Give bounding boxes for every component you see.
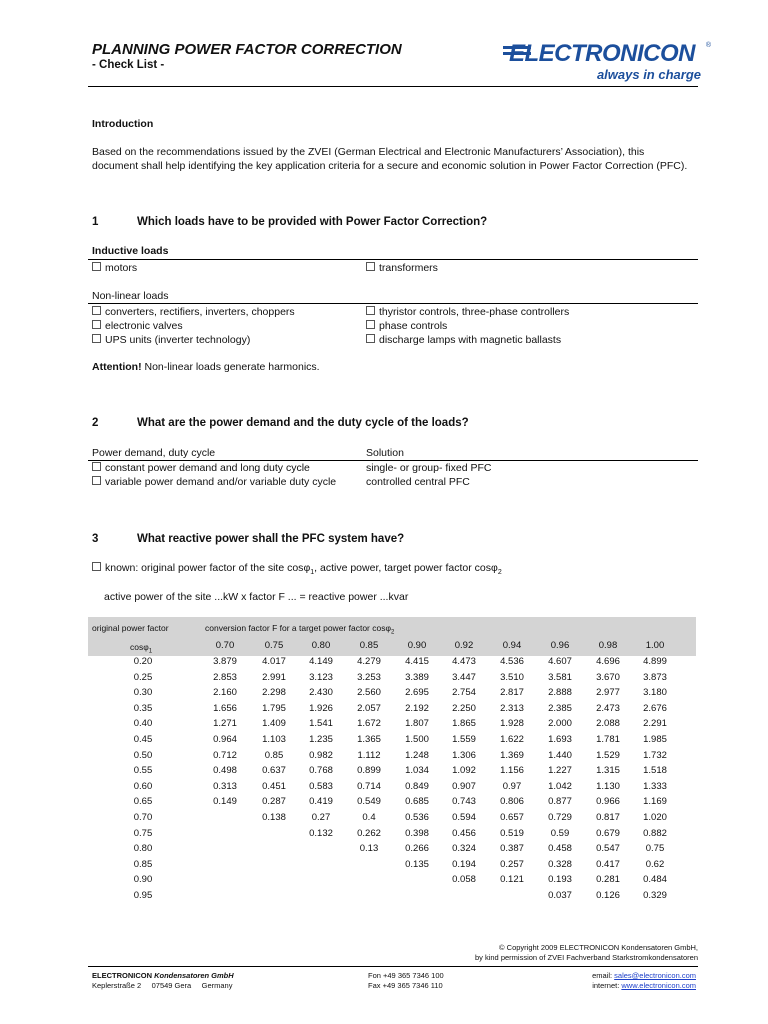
table-cell: 2.000 — [548, 718, 572, 730]
table-cell: 1.732 — [643, 749, 667, 761]
table-cell: 0.193 — [548, 874, 572, 886]
footer-address: Keplerstraße 2 07549 Gera Germany — [92, 981, 233, 990]
checkbox-electronic-valves[interactable]: electronic valves — [92, 320, 183, 332]
table-cell: 2.250 — [452, 702, 476, 714]
table-cell: 1.042 — [548, 780, 572, 792]
footer-fax: Fax +49 365 7346 110 — [368, 981, 443, 990]
checkbox-converters[interactable]: converters, rectifiers, inverters, choppers — [92, 306, 295, 318]
table-cell: 3.389 — [405, 671, 429, 683]
footer-phone: Fon +49 365 7346 100 — [368, 971, 444, 980]
table-cell: 0.62 — [645, 858, 665, 870]
checkbox-known-power-factor[interactable]: known: original power factor of the site cosφ$_1$, active power, target power factor cosφ$_2$ — [92, 562, 502, 576]
table-cell: 1.622 — [500, 734, 524, 745]
table-cell: 1.369 — [500, 749, 524, 761]
table-cell: 0.266 — [405, 843, 429, 855]
table-column-header: 0.85 — [359, 640, 379, 651]
checkbox-constant-demand[interactable]: constant power demand and long duty cycle — [92, 462, 310, 474]
table-row-pf: 0.50 — [133, 749, 153, 761]
table-cell: 0.328 — [548, 858, 572, 870]
table-cell: 1.227 — [548, 765, 572, 777]
table-column-header: 0.96 — [550, 640, 570, 651]
checkbox-icon — [92, 262, 101, 271]
table-row-pf: 0.35 — [133, 702, 153, 714]
table-cell: 1.500 — [405, 734, 429, 745]
table-cell: 0.907 — [452, 780, 476, 792]
table-head-original-pf: original power factor — [92, 623, 169, 633]
footer-company: ELECTRONICON Kondensatoren GmbH — [92, 971, 234, 980]
table-cell: 0.417 — [596, 858, 620, 870]
table-column-header: 0.80 — [311, 640, 331, 651]
logo-tagline: always in charge — [596, 67, 701, 82]
table-cell: 0.743 — [452, 796, 476, 808]
table-cell: 0.519 — [500, 827, 524, 839]
checkbox-icon — [366, 334, 375, 343]
table-cell: 2.977 — [596, 687, 620, 699]
table-cell: 1.926 — [309, 702, 333, 714]
nonlinear-loads-heading: Non-linear loads — [92, 290, 169, 302]
table-cell: 0.329 — [643, 890, 667, 901]
table-cell: 2.430 — [309, 687, 333, 699]
table-cell: 3.510 — [500, 671, 524, 683]
table-cell: 1.169 — [643, 796, 667, 808]
solution-controlled-pfc: controlled central PFC — [366, 476, 470, 488]
table-row-pf: 0.80 — [133, 843, 153, 855]
table-cell: 1.807 — [405, 718, 429, 730]
table-row-pf: 0.20 — [133, 656, 153, 667]
copyright-line2: by kind permission of ZVEI Fachverband Starkstromkondensatoren — [474, 953, 698, 962]
checkbox-variable-demand[interactable]: variable power demand and/or variable duty cycle — [92, 476, 336, 488]
website-link[interactable]: www.electronicon.com — [621, 981, 696, 990]
logo-registered-mark: ® — [705, 42, 711, 49]
table-cell: 0.729 — [548, 812, 572, 823]
table-cell: 2.298 — [262, 687, 286, 699]
table-cell: 1.130 — [596, 780, 620, 792]
nonlinear-rule — [88, 303, 698, 304]
table-cell: 0.899 — [357, 765, 381, 777]
table-column-header: 0.70 — [215, 640, 235, 651]
table-cell: 1.315 — [596, 765, 620, 777]
table-cell: 1.409 — [262, 718, 286, 730]
table-cell: 0.126 — [596, 890, 620, 901]
solution-heading: Solution — [366, 447, 404, 459]
table-cell: 0.4 — [362, 812, 376, 823]
table-cell: 0.877 — [548, 796, 572, 808]
table-cell: 0.549 — [357, 796, 381, 808]
table-cell: 0.536 — [405, 812, 429, 823]
table-cell: 2.473 — [596, 702, 620, 714]
table-head-cosphi1: cosφ$_1$ — [130, 642, 153, 655]
table-cell: 1.365 — [357, 734, 381, 745]
table-cell: 0.657 — [500, 812, 524, 823]
table-cell: 4.536 — [500, 656, 524, 667]
header-rule — [88, 86, 698, 87]
table-cell: 3.123 — [309, 671, 333, 683]
table-cell: 0.982 — [309, 749, 333, 761]
table-cell: 1.795 — [262, 702, 286, 714]
table-cell: 0.324 — [452, 843, 476, 855]
solution-fixed-pfc: single- or group- fixed PFC — [366, 462, 492, 474]
table-cell: 1.781 — [596, 734, 620, 745]
table-head-conversion-factor: conversion factor F for a target power factor cosφ$_2$ — [205, 623, 395, 636]
table-cell: 0.85 — [264, 749, 284, 761]
table-cell: 0.121 — [500, 874, 524, 886]
table-cell: 2.088 — [596, 718, 620, 730]
table-cell: 1.440 — [548, 749, 572, 761]
section2-number: 2 — [92, 417, 99, 429]
table-cell: 1.928 — [500, 718, 524, 730]
power-demand-heading: Power demand, duty cycle — [92, 447, 216, 459]
intro-text-line2: document shall help identifying the key application criteria for a secure and economic solution in Power Factor Correction (PFC). — [92, 160, 688, 172]
table-cell: 1.092 — [452, 765, 476, 777]
table-cell: 0.451 — [262, 780, 286, 792]
table-cell: 0.882 — [643, 827, 667, 839]
table-cell: 0.768 — [309, 765, 333, 777]
attention-note: Attention! Non-linear loads generate harmonics. — [92, 361, 320, 373]
table-row-pf: 0.40 — [133, 718, 153, 730]
footer-internet: internet: www.electronicon.com — [592, 981, 696, 990]
table-cell: 0.97 — [502, 780, 522, 792]
table-cell: 1.559 — [452, 734, 476, 745]
table-cell: 1.156 — [500, 765, 524, 777]
table-cell: 0.13 — [359, 843, 379, 855]
checkbox-icon — [366, 320, 375, 329]
checkbox-transformers[interactable]: transformers — [366, 262, 438, 274]
table-cell: 2.888 — [548, 687, 572, 699]
table-cell: 1.541 — [309, 718, 333, 730]
table-cell: 2.192 — [405, 702, 429, 714]
checkbox-icon — [92, 334, 101, 343]
table-row-pf: 0.65 — [133, 796, 153, 808]
table-cell: 1.693 — [548, 734, 572, 745]
table-cell: 0.679 — [596, 827, 620, 839]
table-cell: 1.333 — [643, 780, 667, 792]
intro-text-line1: Based on the recommendations issued by the ZVEI (German Electrical and Electronic Manufacturers’ Association), this — [92, 146, 645, 158]
checkbox-icon — [92, 320, 101, 329]
table-cell: 2.817 — [500, 687, 524, 699]
table-row-pf: 0.70 — [133, 812, 153, 823]
section3-title: What reactive power shall the PFC system have? — [137, 533, 405, 545]
table-cell: 0.594 — [452, 812, 476, 823]
table-cell: 2.754 — [452, 687, 476, 699]
checkbox-icon — [92, 462, 101, 471]
table-cell: 0.714 — [357, 780, 381, 792]
table-cell: 4.899 — [643, 656, 667, 667]
section1-title: Which loads have to be provided with Power Factor Correction? — [137, 216, 488, 228]
table-cell: 0.583 — [309, 780, 333, 792]
table-cell: 0.458 — [548, 843, 572, 855]
table-cell: 0.27 — [311, 812, 331, 823]
table-cell: 4.607 — [548, 656, 572, 667]
table-cell: 0.484 — [643, 874, 667, 886]
table-cell: 0.037 — [548, 890, 572, 901]
table-cell: 2.313 — [500, 702, 524, 714]
table-cell: 0.637 — [262, 765, 286, 777]
table-cell: 4.279 — [357, 656, 381, 667]
table-cell: 1.865 — [452, 718, 476, 730]
table-column-header: 0.94 — [502, 640, 522, 651]
table-cell: 4.473 — [452, 656, 476, 667]
table-cell: 4.696 — [596, 656, 620, 667]
table-cell: 1.306 — [452, 749, 476, 761]
table-cell: 1.235 — [309, 734, 333, 745]
table-cell: 1.103 — [262, 734, 286, 745]
table-cell: 0.313 — [213, 780, 237, 792]
table-cell: 0.849 — [405, 780, 429, 792]
section1-number: 1 — [92, 216, 99, 228]
table-cell: 1.672 — [357, 718, 381, 730]
table-row-pf: 0.90 — [133, 874, 153, 886]
table-cell: 0.685 — [405, 796, 429, 808]
logo-wordmark: ELECTRONICON — [509, 40, 695, 67]
table-cell: 1.985 — [643, 734, 667, 745]
table-row-pf: 0.30 — [133, 687, 153, 699]
table-cell: 2.291 — [643, 718, 667, 730]
table-cell: 0.058 — [452, 874, 476, 886]
table-cell: 0.964 — [213, 734, 237, 745]
table-cell: 0.398 — [405, 827, 429, 839]
copyright-line1: © Copyright 2009 ELECTRONICON Kondensatoren GmbH, — [499, 943, 698, 952]
table-cell: 4.149 — [309, 656, 333, 667]
table-cell: 0.498 — [213, 765, 237, 777]
table-cell: 0.194 — [452, 858, 476, 870]
inductive-loads-heading: Inductive loads — [92, 245, 169, 257]
table-cell: 0.59 — [550, 827, 570, 839]
table-cell: 0.281 — [596, 874, 620, 886]
table-row-pf: 0.75 — [133, 827, 153, 839]
footer-email: email: sales@electronicon.com — [592, 971, 696, 980]
section3-number: 3 — [92, 533, 99, 545]
table-cell: 3.670 — [596, 671, 620, 683]
intro-heading: Introduction — [92, 118, 154, 130]
table-cell: 3.180 — [643, 687, 667, 699]
table-cell: 0.262 — [357, 827, 381, 839]
table-cell: 2.991 — [262, 671, 286, 683]
table-cell: 0.806 — [500, 796, 524, 808]
table-cell: 1.529 — [596, 749, 620, 761]
table-row-pf: 0.85 — [133, 858, 153, 870]
table-cell: 0.712 — [213, 749, 237, 761]
table-cell: 2.057 — [357, 702, 381, 714]
table-column-header: 0.98 — [598, 640, 618, 651]
table-cell: 3.447 — [452, 671, 476, 683]
table-column-header: 0.90 — [407, 640, 427, 651]
table-cell: 2.676 — [643, 702, 667, 714]
table-cell: 4.017 — [262, 656, 286, 667]
table-cell: 1.271 — [213, 718, 237, 730]
footer-rule — [88, 966, 698, 967]
table-cell: 0.387 — [500, 843, 524, 855]
table-cell: 2.560 — [357, 687, 381, 699]
table-row-pf: 0.60 — [133, 780, 153, 792]
table-cell: 2.695 — [405, 687, 429, 699]
checkbox-icon — [92, 476, 101, 485]
table-cell: 0.132 — [309, 827, 333, 839]
table-cell: 0.75 — [645, 843, 665, 855]
table-column-header: 0.92 — [454, 640, 474, 651]
table-cell: 2.385 — [548, 702, 572, 714]
section2-title: What are the power demand and the duty cycle of the loads? — [137, 417, 469, 429]
table-column-header: 0.75 — [264, 640, 284, 651]
table-cell: 3.873 — [643, 671, 667, 683]
table-row-pf: 0.25 — [133, 671, 153, 683]
table-cell: 3.253 — [357, 671, 381, 683]
table-cell: 1.112 — [357, 749, 381, 761]
table-cell: 0.456 — [452, 827, 476, 839]
table-cell: 1.656 — [213, 702, 237, 714]
table-cell: 0.817 — [596, 812, 620, 823]
table-row-pf: 0.95 — [133, 890, 153, 901]
electronicon-logo — [503, 40, 711, 84]
document-subtitle: - Check List - — [92, 59, 165, 71]
email-link[interactable]: sales@electronicon.com — [614, 971, 696, 980]
table-cell: 0.547 — [596, 843, 620, 855]
checkbox-ups-units[interactable]: UPS units (inverter technology) — [92, 334, 250, 346]
table-cell: 1.518 — [643, 765, 667, 777]
reactive-power-formula: active power of the site ...kW x factor F ... = reactive power ...kvar — [104, 591, 409, 603]
table-cell: 1.248 — [405, 749, 429, 761]
table-cell: 0.257 — [500, 858, 524, 870]
table-cell: 2.160 — [213, 687, 237, 699]
checkbox-thyristor-controls[interactable]: thyristor controls, three-phase controllers — [366, 306, 569, 318]
table-column-header: 1.00 — [645, 640, 665, 651]
checkbox-motors[interactable]: motors — [92, 262, 137, 274]
table-cell: 3.581 — [548, 671, 572, 683]
table-cell: 1.020 — [643, 812, 667, 823]
checkbox-icon — [366, 306, 375, 315]
table-cell: 3.879 — [213, 656, 237, 667]
table-cell: 0.138 — [262, 812, 286, 823]
checkbox-icon — [92, 562, 101, 571]
checkbox-icon — [92, 306, 101, 315]
table-cell: 0.419 — [309, 796, 333, 808]
table-row-pf: 0.55 — [133, 765, 153, 777]
table-cell: 2.853 — [213, 671, 237, 683]
table-cell: 0.135 — [405, 858, 429, 870]
inductive-rule — [88, 259, 698, 260]
section2-rule — [88, 460, 698, 461]
table-cell: 4.415 — [405, 656, 429, 667]
checkbox-discharge-lamps[interactable]: discharge lamps with magnetic ballasts — [366, 334, 561, 346]
document-title: PLANNING POWER FACTOR CORRECTION — [92, 41, 402, 58]
checkbox-phase-controls[interactable]: phase controls — [366, 320, 447, 332]
table-cell: 1.034 — [405, 765, 429, 777]
checkbox-icon — [366, 262, 375, 271]
table-cell: 0.287 — [262, 796, 286, 808]
table-cell: 0.966 — [596, 796, 620, 808]
table-cell: 0.149 — [213, 796, 237, 808]
table-row-pf: 0.45 — [133, 734, 153, 745]
